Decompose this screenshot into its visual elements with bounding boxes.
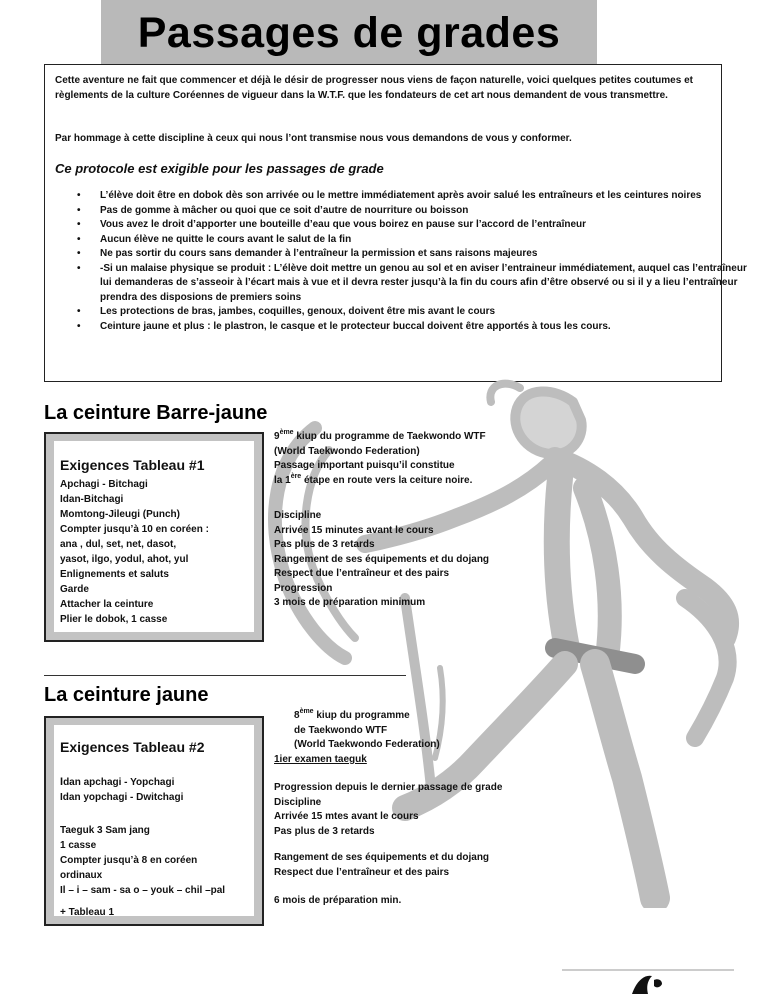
progress-line: Pas plus de 3 retards <box>274 825 375 837</box>
section-heading-jaune: La ceinture jaune <box>44 684 209 706</box>
requirements-title-2: Exigences Tableau #2 <box>60 739 205 755</box>
info-line: (World Taekwondo Federation) <box>274 445 420 457</box>
progress-line: Arrivée 15 mtes avant le cours <box>274 811 419 822</box>
kiup-number: 9 <box>274 431 280 442</box>
requirement-item: Enlignements et saluts <box>60 569 169 580</box>
requirement-item: yasot, ilgo, yodul, ahot, yul <box>60 554 189 565</box>
club-logo-icon <box>562 966 734 994</box>
requirement-item: Compter jusqu’à 10 en coréen : <box>60 524 209 535</box>
rule-item: • L’élève doit être en dobok dès son arrivée ou le mettre immédiatement après avoir salué les entraîneurs et les ceintures noires <box>100 189 760 204</box>
requirement-item: Il – i – sam - sa o – youk – chil –pal <box>60 885 226 896</box>
kiup-superscript: ème <box>279 429 294 436</box>
requirement-text: dan apchagi - Yopchagi <box>63 777 175 788</box>
requirements-box-1-inner <box>54 441 254 632</box>
rule-item: • Ne pas sortir du cours sans demander à l’entraîneur la permission et sans raisons majeures <box>100 247 760 262</box>
rule-item: • Pas de gomme à mâcher ou quoi que ce soit d’autre de nourriture ou boisson <box>100 204 760 219</box>
step-prefix: la 1 <box>274 474 291 486</box>
discipline-line: Arrivée 15 minutes avant le cours <box>274 524 434 536</box>
info-line: Passage important puisqu’il constitue <box>274 460 455 471</box>
rule-item: • -Si un malaise physique se produit : L’élève doit mettre un genou au sol et en aviser l’entraineur immédiatement, auquel cas l’entraîneur lui demanderas de s’asseoir à l’écart mais à vue et il devra rester jusqu’à la fin du cours afin d’être observé ou si il y a lieu l’entraîneur prendra des disposions de premiers soins <box>100 262 760 306</box>
discipline-line: Progression <box>274 582 333 594</box>
section-heading-barre-jaune: La ceinture Barre-jaune <box>44 402 268 424</box>
requirement-item: ordinaux <box>60 870 103 881</box>
intro-paragraph-2: Par hommage à cette discipline à ceux qui nous l’ont transmise nous vous demandons de vous y conformer. <box>55 133 572 144</box>
requirement-item: Plier le dobok, 1 casse <box>60 614 168 625</box>
section-divider <box>44 675 406 676</box>
requirement-item: Attacher la ceinture <box>60 599 154 610</box>
requirements-box-2 <box>44 716 264 926</box>
requirement-item: ana , dul, set, net, dasot, <box>60 539 177 550</box>
progress-line: Progression depuis le dernier passage de grade <box>274 782 503 793</box>
rule-item: • Ceinture jaune et plus : le plastron, le casque et le protecteur buccal doivent être apportés à tous les cours. <box>100 320 760 335</box>
discipline-line: Pas plus de 3 retards <box>274 539 375 550</box>
protocol-heading: Ce protocole est exigible pour les passages de grade <box>55 161 384 176</box>
requirement-item: 1 casse <box>60 840 97 851</box>
requirement-item: Compter jusqu’à 8 en coréen <box>60 855 198 866</box>
rules-list <box>55 189 760 334</box>
requirements-box-1 <box>44 432 264 642</box>
rule-item: • Les protections de bras, jambes, coquilles, genoux, doivent être mis avant le cours <box>100 305 760 320</box>
section1-discipline <box>274 509 489 611</box>
kiup-number: 8 <box>294 710 300 721</box>
discipline-line: 3 mois de préparation minimum <box>274 597 426 608</box>
section2-respect <box>274 851 489 880</box>
exam-line: 1ier examen taeguk <box>274 754 367 765</box>
kiup-text: kiup du programme de Taekwondo WTF <box>293 431 486 442</box>
rule-item: • Vous avez le droit d’apporter une bouteille d’eau que vous boirez en pause sur l’accord de l’entraîneur <box>100 218 760 233</box>
intro-panel <box>44 64 747 382</box>
section2-info <box>294 709 440 753</box>
discipline-line: Respect due l’entraîneur et des pairs <box>274 568 450 579</box>
preparation-line: 6 mois de préparation min. <box>274 895 402 906</box>
requirement-item: Idan yopchagi - Dwitchagi <box>60 792 184 803</box>
requirement-item <box>60 775 183 790</box>
page-title: Passages de grades <box>137 9 561 57</box>
requirement-item: Garde <box>60 584 89 595</box>
section1-info <box>274 430 486 488</box>
intro-paragraph-1: Cette aventure ne fait que commencer et déjà le désir de progresser nous viens de façon naturelle, voici quelques petites coutumes et règlements de la culture Coréennes de vigueur dans la W.T.F. que les fondateurs de cet art nous demandent de vous transmettre. <box>55 75 693 101</box>
step-line <box>274 474 486 489</box>
section2-progress <box>274 781 502 839</box>
kiup-line <box>274 430 486 445</box>
discipline-line: Rangement de ses équipements et du dojang <box>274 553 490 565</box>
discipline-line: Discipline <box>274 510 322 521</box>
kiup-line <box>294 709 440 724</box>
requirements-list-2b <box>60 823 225 898</box>
requirement-item: Momtong-Jileugi (Punch) <box>60 509 180 520</box>
requirement-item: Idan-Bitchagi <box>60 494 124 505</box>
info-line: de Taekwondo WTF <box>294 724 388 736</box>
kiup-superscript: ème <box>299 708 314 715</box>
info-line: (World Taekwondo Federation) <box>294 739 440 750</box>
requirements-footer-2: + Tableau 1 <box>60 907 115 918</box>
requirements-list-1 <box>60 477 209 627</box>
requirement-initial: I <box>60 776 64 788</box>
progress-line: Discipline <box>274 796 322 808</box>
requirements-title-1: Exigences Tableau #1 <box>60 457 205 473</box>
kiup-text: kiup du programme <box>313 710 410 721</box>
rule-item: • Aucun élève ne quitte le cours avant le salut de la fin <box>100 233 760 248</box>
step-superscript: ère <box>290 472 302 480</box>
respect-line: Respect due l’entraîneur et des pairs <box>274 866 450 878</box>
step-text: étape en route vers la ceiture noire. <box>301 474 473 486</box>
requirements-list-2 <box>60 775 183 805</box>
requirements-box-2-inner <box>54 725 254 916</box>
requirement-item: Apchagi - Bitchagi <box>60 479 148 490</box>
respect-line: Rangement de ses équipements et du dojang <box>274 852 490 863</box>
requirement-item: Taeguk 3 Sam jang <box>60 825 150 836</box>
